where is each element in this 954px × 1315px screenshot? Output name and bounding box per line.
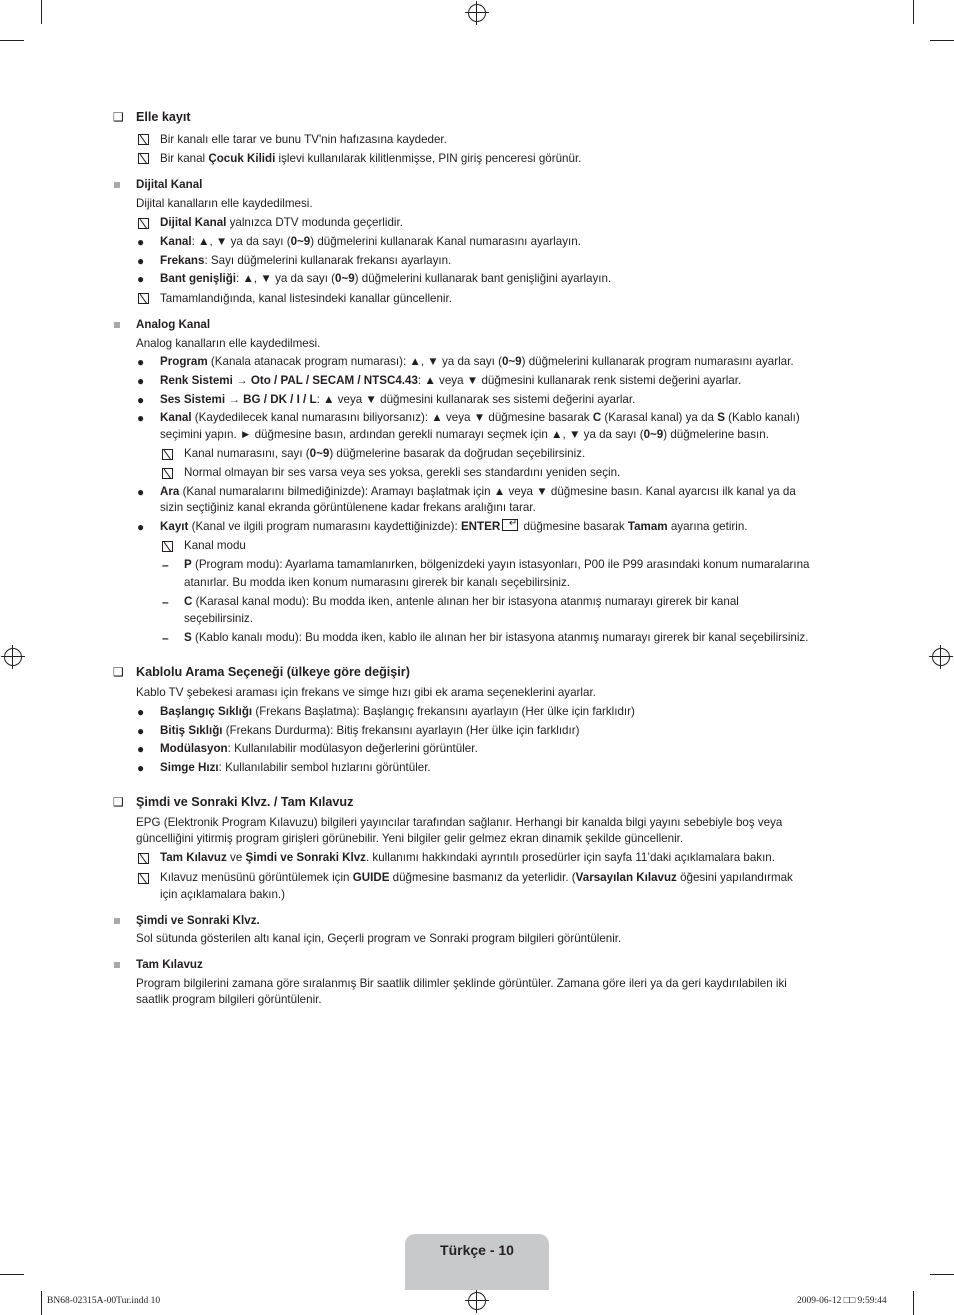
bullet-icon: ●	[137, 724, 145, 738]
note-icon	[138, 134, 149, 145]
note-text: Tamamlandığında, kanal listesindeki kanallar güncellenir.	[160, 292, 452, 305]
note-text: Bir kanalı elle tarar ve bunu TV'nin hafızasına kaydeder.	[160, 133, 447, 146]
list-item: Kanal: ▲, ▼ ya da sayı (0~9) düğmelerini kullanarak Kanal numarasını ayarlayın.	[160, 235, 581, 248]
print-slug-file: BN68-02315A-00Tur.indd 10	[47, 1296, 161, 1306]
section-title: Kablolu Arama Seçeneği (ülkeye göre değişir)	[136, 665, 410, 679]
list-item: Frekans: Sayı düğmelerini kullanarak frekansı ayarlayın.	[160, 254, 452, 267]
note-text: Dijital Kanal yalnızca DTV modunda geçerlidir.	[160, 216, 403, 229]
list-item: Simge Hızı: Kullanılabilir sembol hızlarını görüntüler.	[160, 761, 431, 774]
subsection-square-icon	[114, 918, 120, 924]
subsection-title: Analog Kanal	[136, 318, 211, 331]
crop-mark	[913, 1291, 914, 1315]
registration-mark-icon	[932, 648, 950, 666]
subsection-square-icon	[114, 182, 120, 188]
note-icon	[138, 853, 149, 864]
registration-mark-icon	[468, 4, 486, 22]
list-item: C (Karasal kanal modu): Bu modda iken, antenle alınan her bir istasyona atanmış numarayı girerek bir kanal	[184, 595, 739, 608]
tip-icon	[138, 873, 149, 884]
crop-mark	[913, 0, 914, 24]
registration-mark-icon	[4, 648, 22, 666]
dash-icon: –	[162, 631, 169, 645]
note-text: Normal olmayan bir ses varsa veya ses yoksa, gerekli ses standardını yeniden seçin.	[184, 466, 621, 479]
crop-mark	[41, 0, 42, 24]
paragraph: Kablo TV şebekesi araması için frekans ve simge hızı gibi ek arama seçeneklerini ayarlar.	[136, 686, 596, 699]
paragraph: Program bilgilerini zamana göre sıralanmış Bir saatlik dilimler şeklinde görüntüler. Zamana göre ileri ya da geri kaydırılabilen iki	[136, 977, 787, 990]
list-item-continuation: atanırlar. Bu modda iken konum numarasını girerek bir kanalı seçebilirsiniz.	[184, 576, 570, 589]
section-title: Elle kayıt	[136, 110, 191, 124]
note-icon	[138, 218, 149, 229]
note-text: Kılavuz menüsünü görüntülemek için GUIDE düğmesine basmanız da yeterlidir. (Varsayılan Kılavuz öğesini yapılandırmak	[160, 871, 793, 884]
crop-mark	[41, 1291, 42, 1315]
section-checkbox-icon: ❑	[113, 795, 124, 809]
print-slug-date: 2009-06-12 □□ 9:59:44	[797, 1296, 887, 1306]
list-item: Ara (Kanal numaralarını bilmediğinizde): Aramayı başlatmak için ▲ veya ▼ düğmesine basın. Kanal ayarcısı ilk kanal ya da	[160, 485, 796, 498]
list-item: Kanal (Kaydedilecek kanal numarasını biliyorsanız): ▲ veya ▼ düğmesine basarak C (Karasal kanal) ya da S (Kablo kanalı)	[160, 411, 800, 424]
note-icon	[162, 541, 173, 552]
note-icon	[162, 449, 173, 460]
note-icon	[138, 153, 149, 164]
note-text: Kanal modu	[184, 539, 246, 552]
note-text: Bir kanal Çocuk Kilidi işlevi kullanılarak kilitlenmişse, PIN giriş penceresi görünür.	[160, 152, 582, 165]
bullet-icon: ●	[137, 374, 145, 388]
subsection-square-icon	[114, 962, 120, 968]
list-item: P (Program modu): Ayarlama tamamlanırken, bölgenizdeki yayın istasyonları, P00 ile P99 arasındaki konum numaralarına	[184, 558, 810, 571]
list-item: S (Kablo kanalı modu): Bu modda iken, kablo ile alınan her bir istasyona atanmış numarayı girerek bir kanal seçebilirsiniz.	[184, 631, 809, 644]
list-item: Bant genişliği: ▲, ▼ ya da sayı (0~9) düğmelerini kullanarak bant genişliğini ayarlayın.	[160, 272, 612, 285]
bullet-icon: ●	[137, 705, 145, 719]
list-item-continuation: seçebilirsiniz.	[184, 612, 253, 625]
list-item: Başlangıç Sıklığı (Frekans Başlatma): Başlangıç frekansını ayarlayın (Her ülke için farklıdır)	[160, 705, 635, 718]
paragraph: güncelliğini yitirmiş program girişleri görünebilir. Yeni bilgiler gelir gelmez ekran dinamik şekilde güncellenir.	[136, 832, 684, 845]
list-item: Kayıt (Kanal ve ilgili program numarasını kaydettiğinizde): ENTER↵ düğmesine basarak Tamam ayarına getirin.	[160, 519, 748, 535]
crop-mark	[930, 1274, 954, 1275]
subsection-title: Dijital Kanal	[136, 178, 203, 191]
bullet-icon: ●	[137, 742, 145, 756]
list-item: Bitiş Sıklığı (Frekans Durdurma): Bitiş frekansını ayarlayın (Her ülke için farklıdır)	[160, 724, 580, 737]
dash-icon: –	[162, 595, 169, 609]
note-text: Kanal numarasını, sayı (0~9) düğmelerine basarak da doğrudan seçebilirsiniz.	[184, 447, 586, 460]
enter-button-icon	[502, 519, 518, 531]
bullet-icon: ●	[137, 411, 145, 425]
paragraph: Dijital kanalların elle kaydedilmesi.	[136, 197, 313, 210]
paragraph: EPG (Elektronik Program Kılavuzu) bilgileri yayıncılar tarafından sağlanır. Herhangi bir kanalda bilgi yayını sebebiyle boş veya	[136, 816, 783, 829]
subsection-title: Tam Kılavuz	[136, 958, 203, 971]
list-item: Program (Kanala atanacak program numarası): ▲, ▼ ya da sayı (0~9) düğmelerini kullanarak program numarasını ayarlar.	[160, 355, 794, 368]
bullet-icon: ●	[137, 393, 145, 407]
bullet-icon: ●	[137, 272, 145, 286]
note-text-continuation: için açıklamalara bakın.)	[160, 888, 286, 901]
registration-mark-icon	[468, 1292, 486, 1310]
note-text: Tam Kılavuz ve Şimdi ve Sonraki Klvz. kullanımı hakkındaki ayrıntılı prosedürler için sayfa 11’daki açıklamalara bakın.	[160, 851, 775, 864]
note-icon	[162, 468, 173, 479]
bullet-icon: ●	[137, 761, 145, 775]
bullet-icon: ●	[137, 254, 145, 268]
paragraph: Analog kanalların elle kaydedilmesi.	[136, 337, 321, 350]
dash-icon: –	[162, 558, 169, 572]
page-number: Türkçe - 10	[440, 1242, 514, 1258]
paragraph: Sol sütunda gösterilen altı kanal için, Geçerli program ve Sonraki program bilgileri görüntülenir.	[136, 932, 622, 945]
list-item-continuation: seçimini yapın. ► düğmesine basın, ardından gerekli numarayı seçmek için ▲, ▼ ya da sayı (0~9) düğmelerine basın.	[160, 428, 769, 441]
bullet-icon: ●	[137, 235, 145, 249]
subsection-square-icon	[114, 322, 120, 328]
list-item-continuation: sizin seçtiğiniz kanal ekranda görüntülenene kadar frekans aralığını tarar.	[160, 501, 536, 514]
list-item: Ses Sistemi → BG / DK / I / L: ▲ veya ▼ düğmesini kullanarak ses sistemi değerini ayarlar.	[160, 393, 636, 406]
section-checkbox-icon: ❑	[113, 665, 124, 679]
section-title: Şimdi ve Sonraki Klvz. / Tam Kılavuz	[136, 795, 354, 809]
bullet-icon: ●	[137, 520, 145, 534]
paragraph: saatlik program bilgileri görüntülenir.	[136, 993, 322, 1006]
list-item: Modülasyon: Kullanılabilir modülasyon değerlerini görüntüler.	[160, 742, 478, 755]
crop-mark	[0, 40, 24, 41]
crop-mark	[0, 1274, 24, 1275]
list-item: Renk Sistemi → Oto / PAL / SECAM / NTSC4.43: ▲ veya ▼ düğmesini kullanarak renk sistemi değerini ayarlar.	[160, 374, 742, 387]
bullet-icon: ●	[137, 485, 145, 499]
bullet-icon: ●	[137, 355, 145, 369]
subsection-title: Şimdi ve Sonraki Klvz.	[136, 914, 260, 927]
section-checkbox-icon: ❑	[113, 110, 124, 124]
note-icon	[138, 293, 149, 304]
crop-mark	[930, 40, 954, 41]
